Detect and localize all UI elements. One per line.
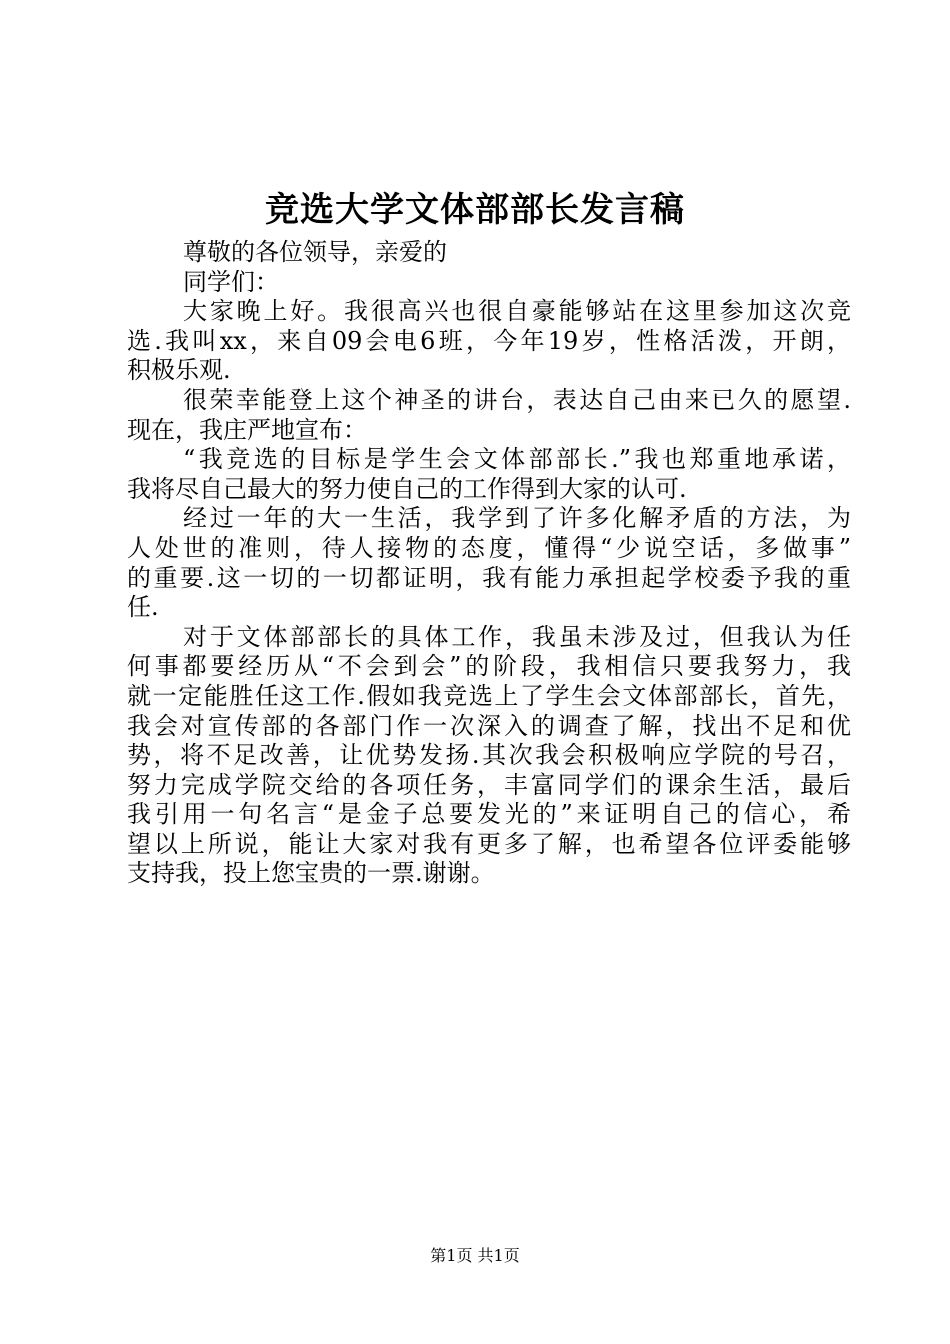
- text-line: 很荣幸能登上这个神圣的讲台，表达自己由来已久的愿望.: [183, 385, 851, 414]
- text-line: 支持我，投上您宝贵的一票.谢谢。: [127, 859, 495, 888]
- document-title: 竞选大学文体部部长发言稿: [265, 190, 685, 230]
- text-line: 积极乐观.: [127, 356, 231, 385]
- text-line: 努力完成学院交给的各项任务，丰富同学们的课余生活，最后: [127, 770, 851, 799]
- text-line: “我竞选的目标是学生会文体部部长.”我也郑重地承诺，: [183, 445, 851, 474]
- text-line: 人处世的准则，待人接物的态度，懂得“少说空话，多做事”: [127, 533, 851, 562]
- paragraph: [127, 504, 851, 622]
- paragraph: [127, 623, 851, 889]
- text-line: 尊敬的各位领导，亲爱的: [183, 238, 447, 266]
- paragraph: [127, 268, 851, 298]
- document-body: [127, 238, 851, 889]
- page-footer: 第1页 共1页: [430, 1246, 520, 1265]
- text-line: 选.我叫xx，来自09会电6班，今年19岁，性格活泼，开朗，: [127, 326, 851, 355]
- text-line: 我会对宣传部的各部门作一次深入的调查了解，找出不足和优: [127, 711, 851, 740]
- text-line: 对于文体部部长的具体工作，我虽未涉及过，但我认为任: [183, 622, 851, 651]
- paragraph: [127, 445, 851, 504]
- paragraph: [127, 297, 851, 386]
- text-line: 势，将不足改善，让优势发扬.其次我会积极响应学院的号召，: [127, 741, 851, 770]
- paragraph: [127, 386, 851, 445]
- text-line: 经过一年的大一生活，我学到了许多化解矛盾的方法，为: [183, 504, 851, 533]
- text-line: 大家晚上好。我很高兴也很自豪能够站在这里参加这次竞: [183, 297, 851, 326]
- text-line: 现在，我庄严地宣布：: [127, 415, 367, 444]
- text-line: 就一定能胜任这工作.假如我竞选上了学生会文体部部长，首先，: [127, 681, 851, 710]
- text-line: 任.: [127, 593, 159, 622]
- text-line: 的重要.这一切的一切都证明，我有能力承担起学校委予我的重: [127, 563, 851, 592]
- text-line: 我将尽自己最大的努力使自己的工作得到大家的认可.: [127, 474, 687, 503]
- text-line: 望以上所说，能让大家对我有更多了解，也希望各位评委能够: [127, 829, 851, 858]
- text-line: 同学们：: [183, 267, 279, 296]
- paragraph: [127, 238, 851, 268]
- text-line: 我引用一句名言“是金子总要发光的”来证明自己的信心，希: [127, 800, 851, 829]
- text-line: 何事都要经历从“不会到会”的阶段，我相信只要我努力，我: [127, 652, 851, 681]
